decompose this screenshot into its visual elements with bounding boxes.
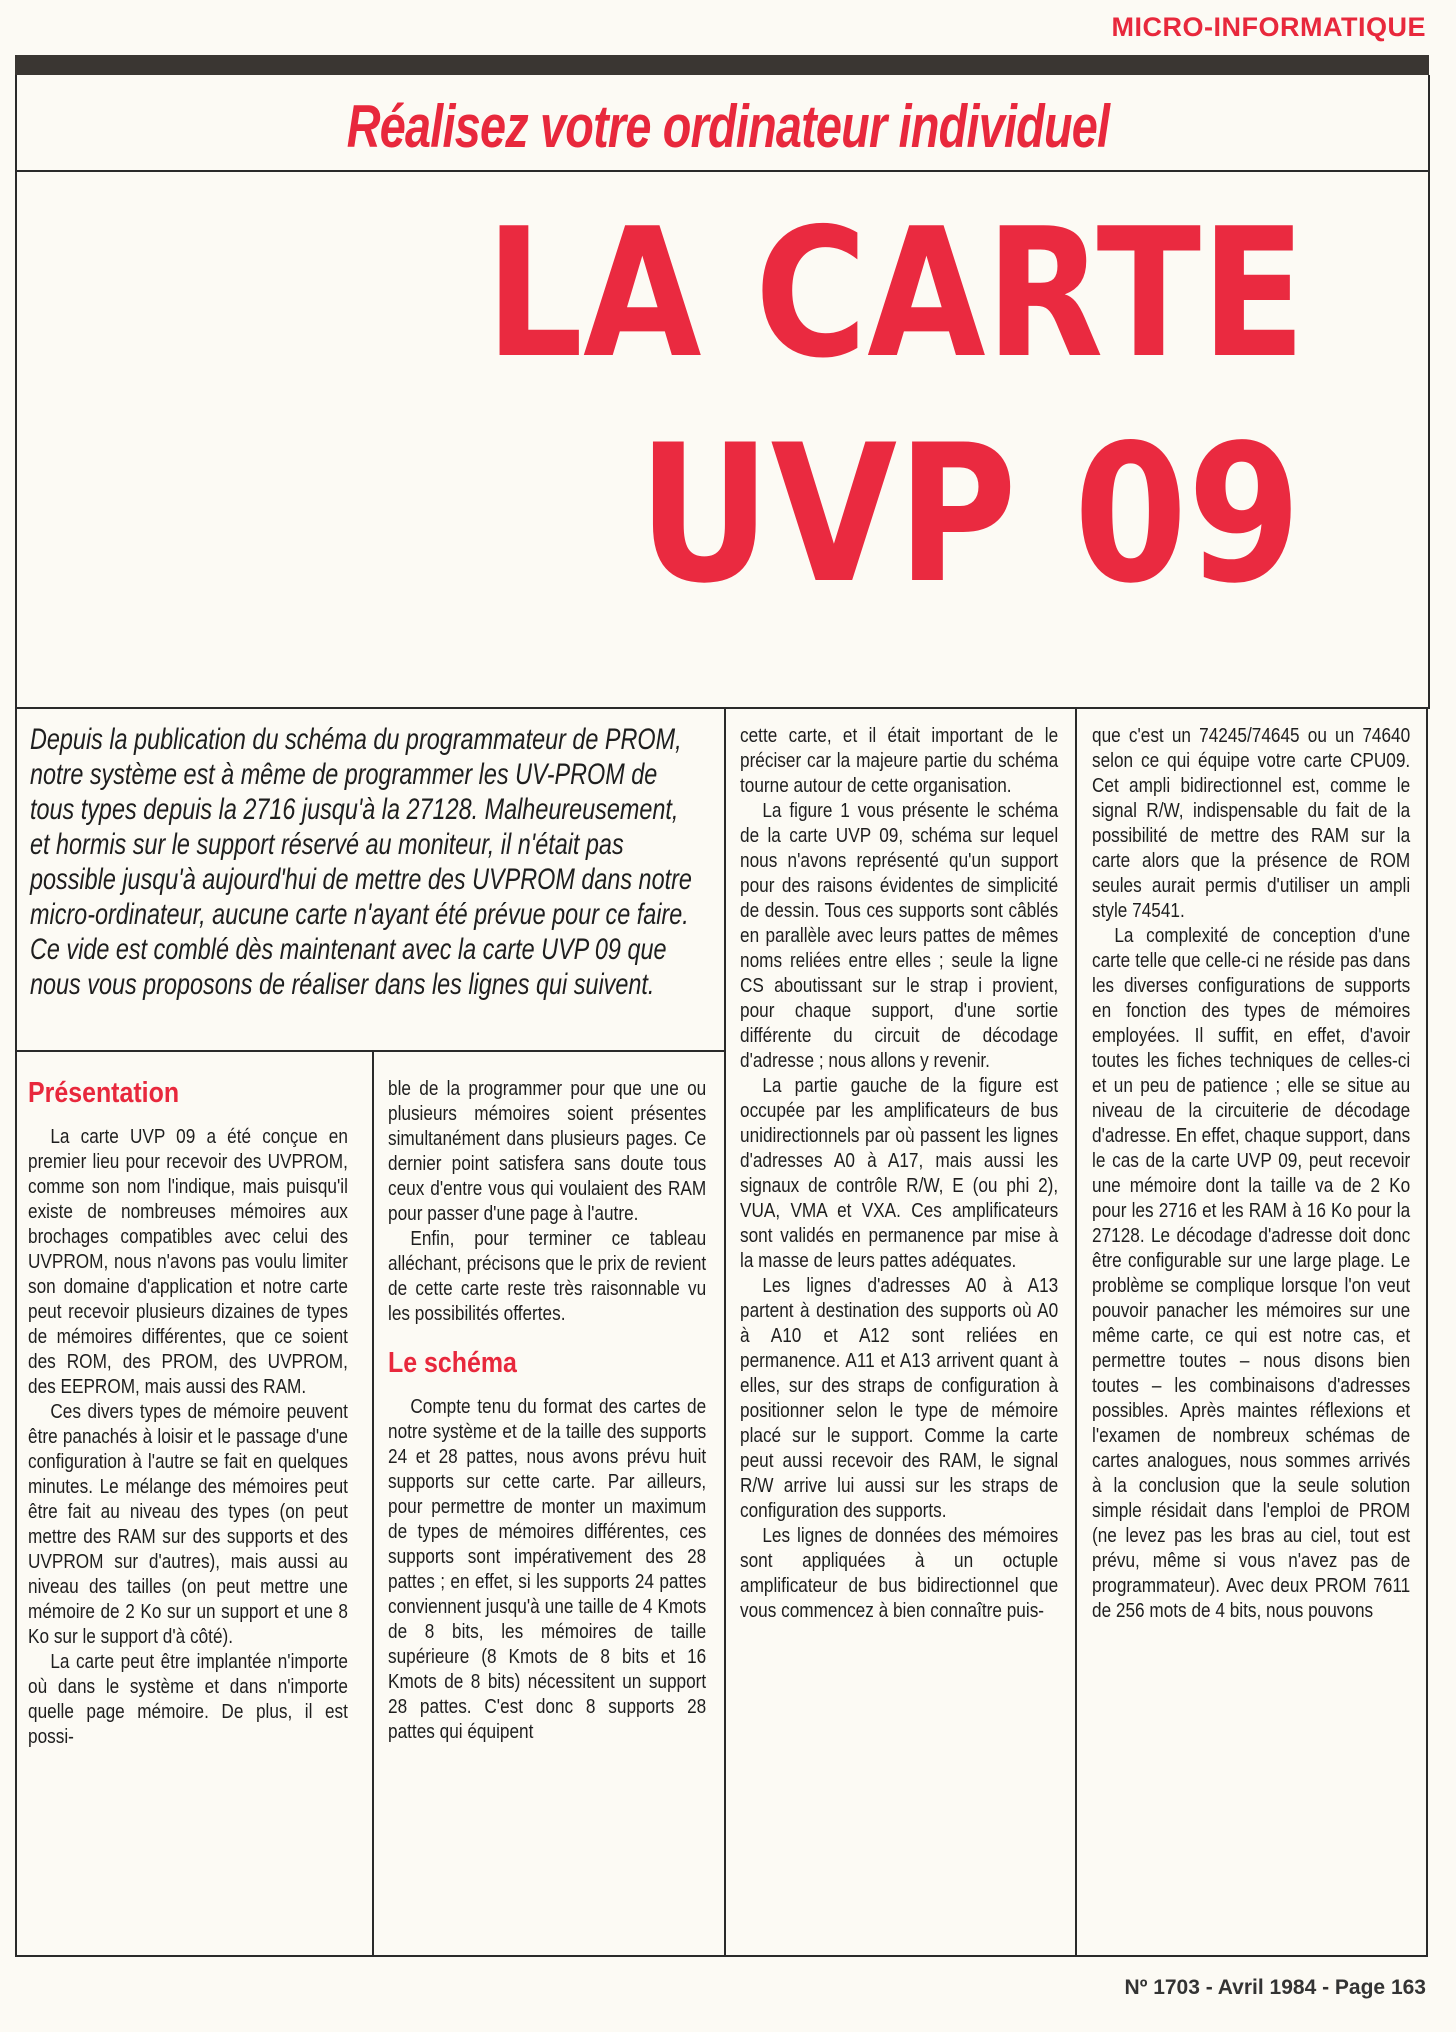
paragraph: La carte peut être implantée n'importe où dans le système et dans n'importe quelle page mémoire. De plus, il est possi- bbox=[28, 1651, 348, 1748]
page-footer: Nº 1703 - Avril 1984 - Page 163 bbox=[1124, 1976, 1426, 1999]
paragraph: Les lignes de données des mémoires sont appliquées à un octuple amplificateur de bus bidirectionnel que vous commencez à bien connaître puis- bbox=[740, 1525, 1059, 1622]
paragraph: Compte tenu du format des cartes de notre système et de la taille des supports 24 et 28 pattes, nous avons prévu huit supports sur cette carte. Par ailleurs, pour permettre de monter un maximum de types de mémoires différentes, ces supports sont impérativement des 28 pattes ; en effet, si les supports 24 pattes conviennent jusqu'à une taille de 4 Kmots de 8 bits, les mémoires de taille supérieure (8 Kmots de 8 bits et 16 Kmots de 8 bits) nécessitent un support 28 pattes. C'est donc 8 supports 28 pattes qui équipent bbox=[388, 1396, 707, 1743]
section-label: MICRO-INFORMATIQUE bbox=[1111, 12, 1426, 42]
column-4 bbox=[1092, 724, 1410, 1624]
paragraph: La partie gauche de la figure est occupée par les amplificateurs de bus unidirectionnels par où passent les lignes d'adresses A0 à A17, mais aussi les signaux de contrôle R/W, E (ou phi 2), VUA, VMA et VXA. Ces amplificateurs sont validés en permanence par mise à la masse de leurs pattes adéquates. bbox=[740, 1075, 1059, 1272]
subtitle: Réalisez votre ordinateur individuel bbox=[346, 93, 1110, 160]
paragraph: La complexité de conception d'une carte telle que celle-ci ne réside pas dans les diverses configurations de supports en fonction des types de mémoires employées. Il suffit, en effet, d'avoir toutes les fiches techniques de celles-ci et un peu de patience ; elle se situe au niveau de la circuiterie de décodage d'adresse. En effet, chaque support, dans le cas de la carte UVP 09, peut recevoir une mémoire dont la taille va de 2 Ko pour les 2716 et les RAM à 16 Ko pour la 27128. Le décodage d'adresse doit donc être configurable sur une large plage. Le problème se complique lorsque l'on veut pouvoir panacher les mémoires sur une même carte, ce qui est notre cas, et permettre toutes – nous disons bien toutes – les combinaisons d'adresses possibles. Après maintes réflexions et l'examen de nombreux schémas de cartes analogues, nous sommes arrivés à la conclusion que la seule solution simple résidait dans l'emploi de PROM (ne levez pas les bras au ciel, tout est prévu, même si vous n'avez pas de programmateur). Avec deux PROM 7611 de 256 mots de 4 bits, nous pouvons bbox=[1092, 925, 1411, 1622]
column-rule bbox=[372, 1050, 374, 1955]
column-1 bbox=[28, 1075, 348, 1750]
heading-presentation: Présentation bbox=[28, 1077, 180, 1109]
header-bar bbox=[15, 55, 1429, 75]
paragraph: ble de la programmer pour que une ou plusieurs mémoires soient présentes simultanément dans plusieurs pages. Ce dernier point satisfera sans doute tous ceux d'entre vous qui voulaient des RAM pour passer d'une page à l'autre. bbox=[388, 1078, 707, 1225]
frame-left bbox=[15, 707, 17, 1955]
heading-schema: Le schéma bbox=[388, 1347, 517, 1379]
intro-text: Depuis la publication du schéma du programmateur de PROM, notre système est à même de programmer les UV-PROM de tous types depuis la 2716 jusqu'à la 27128. Malheureusement, et hormis sur le support réservé au moniteur, il n'était pas possible jusqu'à aujourd'hui de mettre des UVPROM dans notre micro-ordinateur, aucune carte n'ayant été prévue pour ce faire. Ce vide est comblé dès maintenant avec la carte UVP 09 que nous vous proposons de réaliser dans les lignes qui suivent. bbox=[30, 723, 692, 1001]
title-line-1: LA CARTE bbox=[485, 190, 1306, 397]
paragraph: Les lignes d'adresses A0 à A13 partent à destination des supports où A0 à A10 et A12 sont reliées en permanence. A11 et A13 arrivent quant à elles, sur des straps de configuration à positionner selon le type de mémoire placé sur le support. Comme la carte peut aussi recevoir des RAM, le signal R/W arrive lui aussi sur les straps de configuration des supports. bbox=[740, 1275, 1059, 1522]
paragraph: Ces divers types de mémoire peuvent être panachés à loisir et le passage d'une configuration à l'autre se fait en quelques minutes. Le mélange des mémoires peut être fait au niveau des types (on peut mettre des RAM sur des supports et des UVPROM sur d'autres), mais aussi au niveau des tailles (on peut mettre une mémoire de 2 Ko sur un support et une 8 Ko sur le support d'à côté). bbox=[28, 1401, 348, 1648]
divider bbox=[15, 1955, 1428, 1957]
title-line-2: UVP 09 bbox=[637, 404, 1301, 625]
paragraph: La carte UVP 09 a été conçue en premier lieu pour recevoir des UVPROM, comme son nom l'indique, mais puisqu'il existe de nombreuses mémoires aux brochages compatibles avec celui des UVPROM, nous n'avons pas voulu limiter son domaine d'application et notre carte peut recevoir plusieurs dizaines de types de mémoires différentes, que ce soient des ROM, des PROM, des UVPROM, des EEPROM, mais aussi des RAM. bbox=[28, 1126, 348, 1398]
column-3 bbox=[740, 724, 1058, 1624]
frame-right bbox=[1426, 707, 1428, 1955]
column-2 bbox=[388, 1077, 706, 1745]
paragraph: cette carte, et il était important de le préciser car la majeure partie du schéma tourne autour de cette organisation. bbox=[740, 725, 1059, 797]
column-rule bbox=[1075, 707, 1077, 1955]
paragraph: que c'est un 74245/74645 ou un 74640 selon ce qui équipe votre carte CPU09. Cet ampli bidirectionnel est, comme le signal R/W, indispensable du fait de la possibilité de mettre des RAM sur la carte alors que la présence de ROM seules aurait permis d'utiliser un ampli style 74541. bbox=[1092, 725, 1411, 922]
divider bbox=[15, 170, 1428, 172]
divider bbox=[15, 1050, 725, 1052]
paragraph: La figure 1 vous présente le schéma de la carte UVP 09, schéma sur lequel nous n'avons représenté qu'un support pour des raisons évidentes de simplicité de dessin. Tous ces supports sont câblés en parallèle avec leurs pattes de mêmes noms reliées entre elles ; seule la ligne CS aboutissant sur le strap i provient, pour chaque support, d'une sortie différente du circuit de décodage d'adresse ; nous allons y revenir. bbox=[740, 800, 1059, 1072]
column-rule bbox=[724, 707, 726, 1955]
paragraph: Enfin, pour terminer ce tableau alléchant, précisons que le prix de revient de cette carte reste très raisonnable vu les possibilités offertes. bbox=[388, 1228, 707, 1325]
